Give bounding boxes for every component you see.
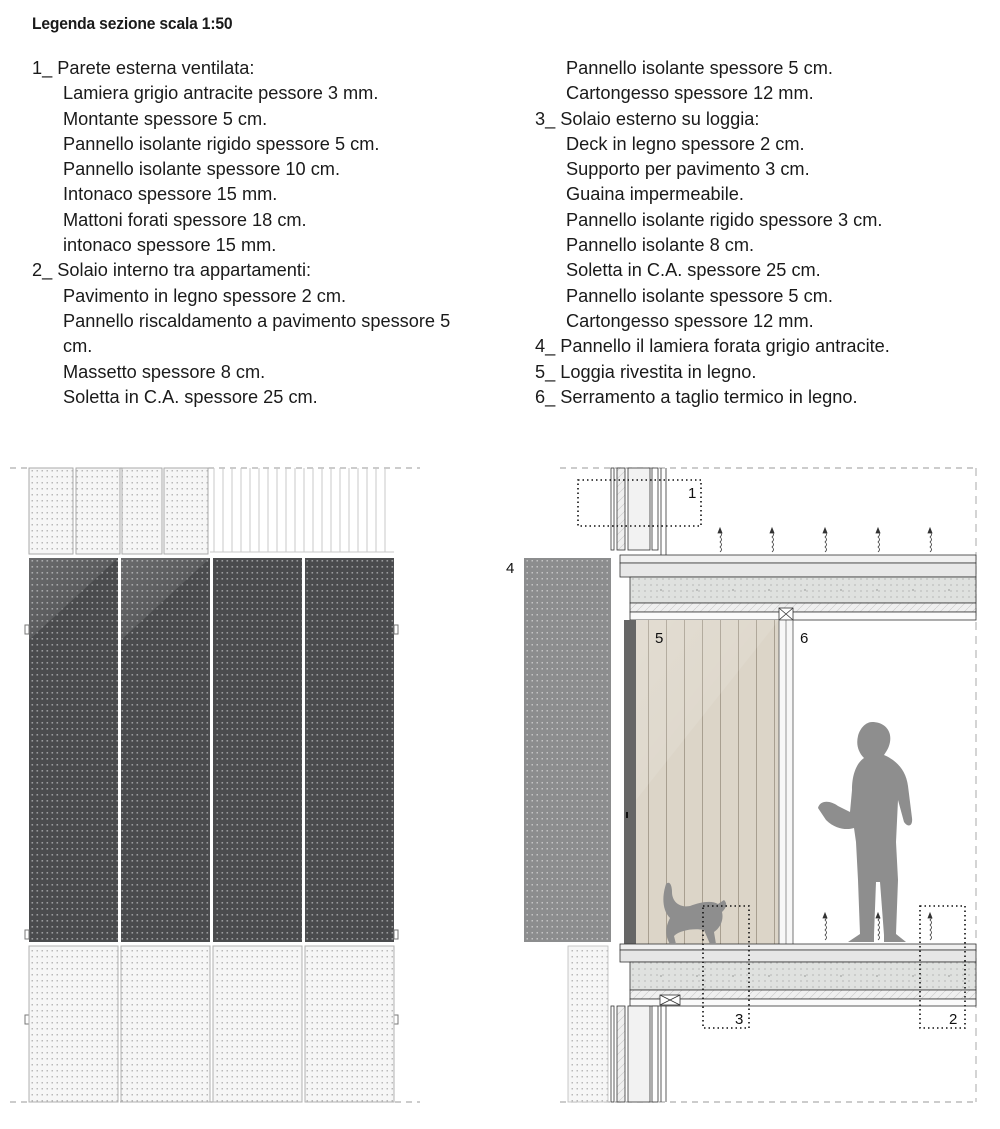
legend-item: Pannello riscaldamento a pavimento spessore 5 cm. bbox=[63, 310, 451, 357]
legend-heading: 1_ Parete esterna ventilata: bbox=[32, 58, 255, 78]
upper-wall-layers bbox=[611, 468, 666, 555]
facade-elevation bbox=[10, 468, 420, 1102]
lower-heat-arrows bbox=[823, 913, 932, 940]
legend-item: Pavimento in legno spessore 2 cm. bbox=[63, 285, 347, 306]
dark-perforated-panels bbox=[29, 558, 394, 942]
legend-heading: 5_ Loggia rivestita in legno. bbox=[535, 361, 757, 382]
legend-item: Pannello isolante rigido spessore 3 cm. bbox=[566, 209, 883, 230]
legend-title: Legenda sezione scala 1:50 bbox=[32, 14, 233, 33]
upper-slab bbox=[620, 555, 976, 620]
wall-section bbox=[506, 468, 976, 1102]
legend-heading: 4_ Pannello il lamiera forata grigio antracite. bbox=[535, 336, 890, 357]
legend-heading: 3_ Solaio esterno su loggia: bbox=[535, 108, 760, 129]
legend-item: Lamiera grigio antracite pessore 3 mm. bbox=[63, 83, 379, 104]
upper-heat-arrows bbox=[718, 528, 932, 552]
legend-item: Pannello isolante rigido spessore 5 cm. bbox=[63, 133, 380, 154]
legend-item: Massetto spessore 8 cm. bbox=[63, 361, 266, 382]
legend-item: Pannello isolante spessore 5 cm. bbox=[566, 285, 833, 306]
loggia-wood bbox=[624, 620, 793, 946]
perforated-panel-4 bbox=[524, 558, 611, 942]
callout-1: 1 bbox=[688, 485, 697, 502]
legend-item: Pannello isolante 8 cm. bbox=[566, 235, 755, 256]
legend-item: Deck in legno spessore 2 cm. bbox=[566, 133, 805, 154]
lower-light-panels bbox=[29, 946, 394, 1102]
callout-5: 5 bbox=[655, 630, 664, 647]
callout-3: 3 bbox=[735, 1011, 744, 1028]
legend-item: Pannello isolante spessore 5 cm. bbox=[566, 58, 833, 78]
lower-slab bbox=[620, 944, 976, 1006]
legend-item: Cartongesso spessore 12 mm. bbox=[566, 83, 814, 104]
upper-light-panels bbox=[29, 468, 208, 554]
legend-item: Montante spessore 5 cm. bbox=[63, 108, 268, 129]
legend-item: intonaco spessore 15 mm. bbox=[63, 235, 277, 256]
legend-item: Intonaco spessore 15 mm. bbox=[63, 184, 278, 205]
legend-heading: 6_ Serramento a taglio termico in legno. bbox=[535, 386, 858, 407]
person-silhouette bbox=[818, 722, 912, 942]
callout-6: 6 bbox=[800, 630, 809, 647]
legend-item: Supporto per pavimento 3 cm. bbox=[566, 159, 810, 180]
legend-item: Guaina impermeabile. bbox=[566, 184, 744, 205]
legend-item: Soletta in C.A. spessore 25 cm. bbox=[566, 260, 821, 281]
legend-item: Cartongesso spessore 12 mm. bbox=[566, 310, 814, 331]
upper-railing bbox=[210, 468, 394, 552]
callout-4: 4 bbox=[506, 560, 515, 577]
legend-item: Mattoni forati spessore 18 cm. bbox=[63, 209, 307, 230]
legend-item: Pannello isolante spessore 10 cm. bbox=[63, 159, 341, 180]
legend-item: Soletta in C.A. spessore 25 cm. bbox=[63, 386, 318, 407]
callout-2: 2 bbox=[949, 1011, 958, 1028]
legend-heading: 2_ Solaio interno tra appartamenti: bbox=[32, 260, 312, 281]
